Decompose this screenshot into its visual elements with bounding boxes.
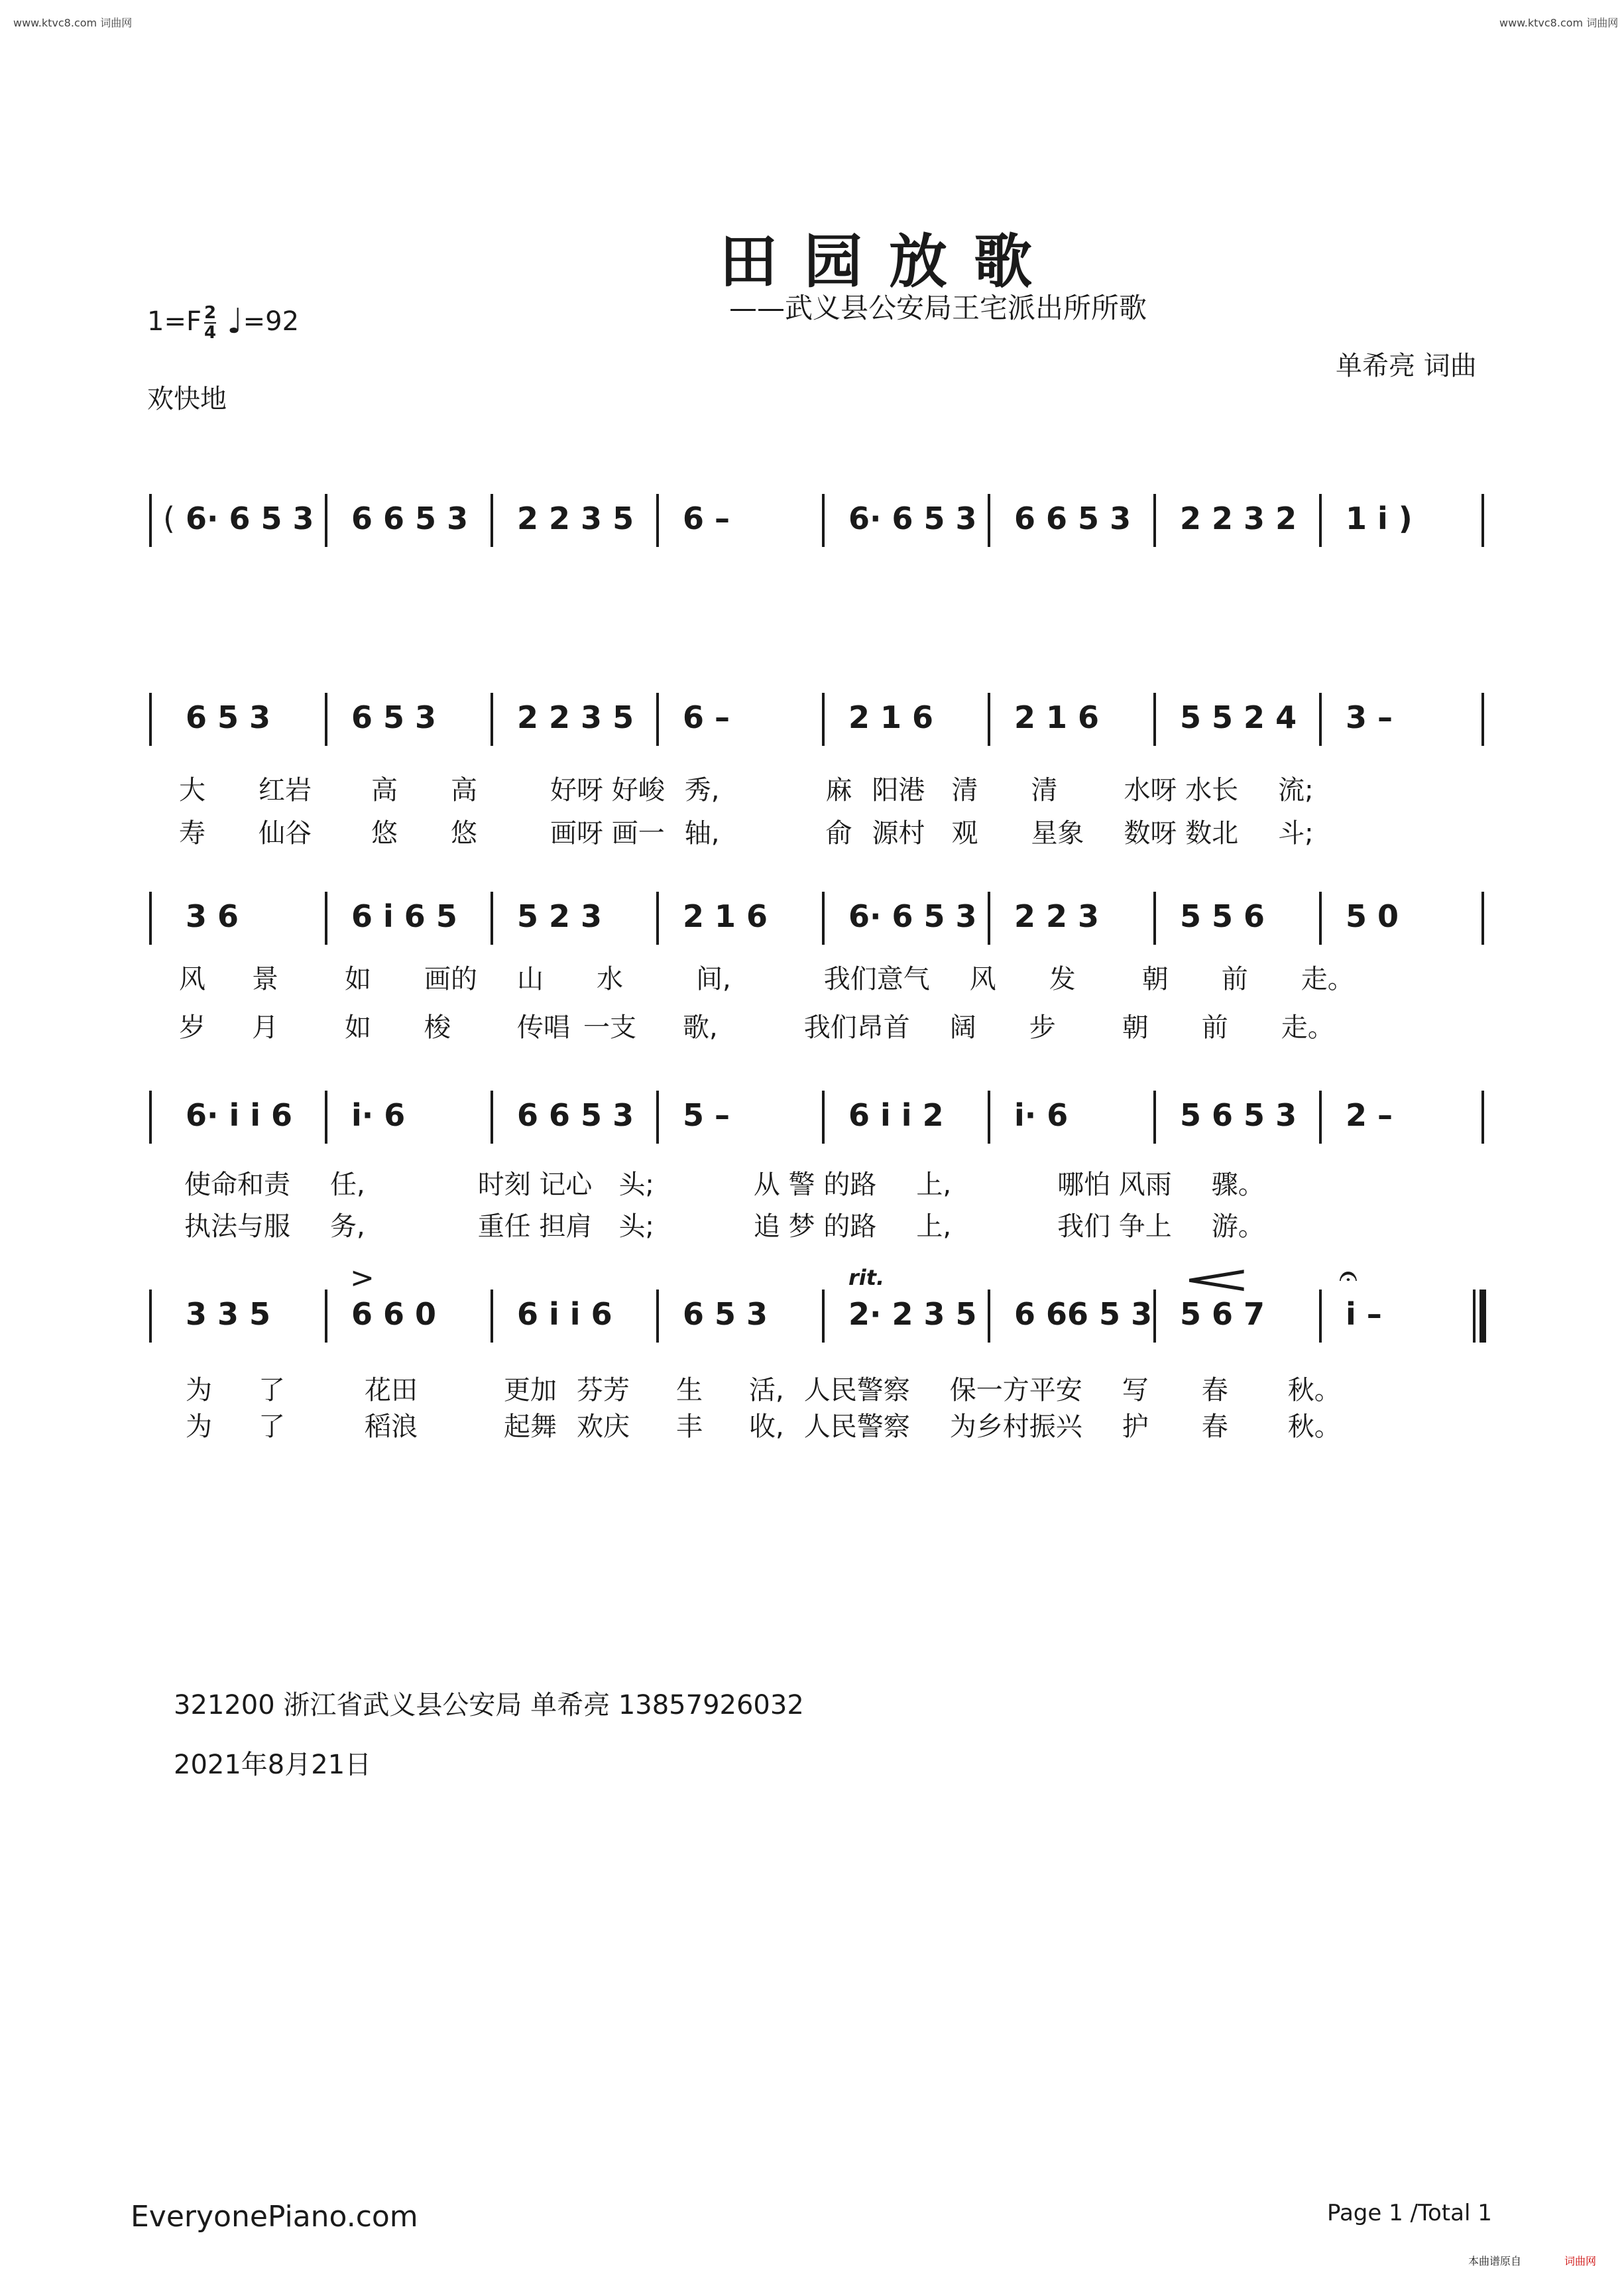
lyric-line — [179, 1006, 1334, 1044]
lyric: 景 — [252, 964, 278, 994]
measure-7: 5 5 2 4 — [1180, 699, 1297, 735]
lyric: 起舞 — [504, 1412, 557, 1442]
lyric: 走。 — [1281, 1012, 1334, 1043]
barline — [149, 1290, 152, 1343]
barline — [149, 494, 152, 547]
lyric: 游。 — [1211, 1211, 1265, 1242]
barline — [988, 1091, 990, 1144]
barline — [656, 1091, 659, 1144]
lyric: 间, — [696, 964, 731, 994]
lyric: 上, — [916, 1211, 952, 1242]
lyric: 斗; — [1278, 818, 1314, 849]
footer-page: Page 1 /Total 1 — [1327, 2200, 1492, 2226]
lyric: 执法与服 — [184, 1211, 290, 1242]
lyric: 好呀 好峻 — [550, 775, 665, 806]
lyric: 寿 — [179, 818, 205, 849]
measure-6: 6 6 5 3 — [1014, 501, 1131, 536]
measure-4: 5 – — [683, 1097, 730, 1133]
measure-3: 6 i i 6 — [517, 1296, 612, 1332]
music-row-4 — [0, 1091, 1624, 1170]
lyric: 风 — [179, 964, 205, 994]
lyric: 数呀 数北 — [1124, 818, 1239, 849]
barline — [1153, 1290, 1156, 1343]
measure-1: 3 3 5 — [186, 1296, 271, 1332]
lyric: 观 — [951, 818, 978, 849]
page-subtitle: ——武义县公安局王宅派出所所歌 — [729, 292, 1147, 324]
lyric: 写 — [1122, 1375, 1149, 1406]
measure-7: 5 5 6 — [1180, 898, 1265, 934]
barline — [988, 892, 990, 945]
measure-8: 5 0 — [1346, 898, 1399, 934]
lyric: 秀, — [684, 775, 720, 806]
lyric: 高 — [371, 775, 398, 806]
header-site-left: www.ktvc8.com 词曲网 — [13, 17, 133, 29]
lyric: 我们昂首 — [803, 1012, 910, 1043]
measure-6: 6 66 5 3 — [1014, 1296, 1153, 1332]
lyric: 骤。 — [1211, 1170, 1265, 1200]
lyric: 梭 — [424, 1012, 451, 1043]
lyric: 秋。 — [1287, 1375, 1341, 1406]
lyric-line — [184, 1164, 1265, 1201]
measure-3: 2 2 3 5 — [517, 699, 634, 735]
measure-7: 5 6 5 3 — [1180, 1097, 1297, 1133]
lyric: 为 — [186, 1412, 212, 1442]
quarter-note-icon: ♩ — [227, 302, 243, 341]
measure-6: i· 6 — [1014, 1097, 1069, 1133]
lyric: 大 — [179, 775, 205, 806]
measure-1: 6· 6 5 3 — [186, 501, 314, 536]
date-text: 2021年8月21日 — [174, 1750, 372, 1780]
measure-5: 6· 6 5 3 — [848, 898, 977, 934]
repeat-open: ( — [163, 501, 175, 536]
lyric: 芬芳 — [577, 1375, 630, 1406]
measure-5: 2 1 6 — [848, 699, 934, 735]
measure-8: i – — [1346, 1296, 1382, 1332]
lyric: 头; — [618, 1170, 654, 1200]
barline — [1319, 1091, 1322, 1144]
barline — [1153, 1091, 1156, 1144]
barline — [491, 1290, 493, 1343]
barline — [1319, 892, 1322, 945]
lyric: 保一方平安 — [949, 1375, 1082, 1406]
lyric: 为 — [186, 1375, 212, 1406]
time-signature — [204, 304, 216, 342]
lyric: 丰 — [676, 1412, 703, 1442]
lyric: 麻 — [825, 775, 852, 806]
lyric: 走。 — [1301, 964, 1354, 994]
measure-7: 2 2 3 2 — [1180, 501, 1297, 536]
page-title: 田园放歌 — [719, 227, 1059, 296]
lyric: 我们意气 — [823, 964, 930, 994]
measure-7: 5 6 7 — [1180, 1296, 1265, 1332]
barline — [149, 693, 152, 746]
music-row-5 — [0, 1290, 1624, 1369]
barline — [822, 693, 825, 746]
measure-8: 2 – — [1346, 1097, 1393, 1133]
barline — [1153, 892, 1156, 945]
time-denominator: 4 — [203, 323, 217, 343]
lyric: 头; — [618, 1211, 654, 1242]
lyric: 活, — [749, 1375, 784, 1406]
measure-2: 6 6 5 3 — [351, 501, 469, 536]
measure-5: 6 i i 2 — [848, 1097, 944, 1133]
measure-8: 1 i ) — [1346, 501, 1413, 536]
lyric: 任, — [330, 1170, 365, 1200]
barline — [1319, 1290, 1322, 1343]
lyric-line — [186, 1369, 1341, 1407]
tempo-marking: 欢快地 — [147, 384, 227, 414]
lyric: 传唱 — [517, 1012, 570, 1043]
barline — [149, 1091, 152, 1144]
lyric: 阳港 — [872, 775, 925, 806]
lyric-line — [186, 1406, 1341, 1443]
tempo-value: =92 — [243, 306, 300, 337]
lyric: 如 — [345, 964, 371, 994]
barline — [491, 1091, 493, 1144]
measure-2: 6 6 0 — [351, 1296, 437, 1332]
lyric: 一支 — [583, 1012, 636, 1043]
lyric: 春 — [1201, 1412, 1228, 1442]
measure-1: 3 6 — [186, 898, 239, 934]
lyric: 务, — [330, 1211, 365, 1242]
barline — [491, 494, 493, 547]
lyric: 星象 — [1031, 818, 1084, 849]
key-signature — [147, 302, 299, 342]
music-row-2 — [0, 693, 1624, 772]
barline — [988, 1290, 990, 1343]
lyric-line — [184, 1205, 1265, 1243]
header-site-right: www.ktvc8.com 词曲网 — [1499, 17, 1619, 29]
lyric: 水呀 水长 — [1124, 775, 1239, 806]
measure-2: 6 i 6 5 — [351, 898, 457, 934]
lyric: 发 — [1049, 964, 1076, 994]
barline — [1481, 494, 1484, 547]
key-prefix: 1=F — [147, 306, 202, 337]
measure-3: 5 2 3 — [517, 898, 603, 934]
barline — [149, 892, 152, 945]
lyric: 人民警察 — [803, 1375, 910, 1406]
measure-1: 6 5 3 — [186, 699, 271, 735]
fermata-icon: 𝄐 — [1339, 1256, 1358, 1295]
barline — [1481, 1091, 1484, 1144]
lyric: 从 警 的路 — [753, 1170, 877, 1200]
final-barline — [1479, 1290, 1486, 1343]
lyric: 水 — [597, 964, 623, 994]
measure-3: 6 6 5 3 — [517, 1097, 634, 1133]
lyric: 悠 — [371, 818, 398, 849]
lyric: 使命和责 — [184, 1170, 290, 1200]
measure-1: 6· i i 6 — [186, 1097, 293, 1133]
barline — [325, 693, 327, 746]
lyric: 画呀 画一 — [550, 818, 665, 849]
barline — [325, 1290, 327, 1343]
lyric: 花田 — [365, 1375, 418, 1406]
barline — [1319, 494, 1322, 547]
measure-8: 3 – — [1346, 699, 1393, 735]
time-numerator: 2 — [203, 303, 217, 323]
measure-6: 2 1 6 — [1014, 699, 1100, 735]
lyric: 生 — [676, 1375, 703, 1406]
lyric-line — [179, 958, 1354, 996]
measure-4: 6 – — [683, 699, 730, 735]
lyric: 悠 — [451, 818, 477, 849]
barline — [1481, 693, 1484, 746]
lyric: 欢庆 — [577, 1412, 630, 1442]
barline — [1153, 693, 1156, 746]
lyric: 收, — [749, 1412, 784, 1442]
lyric: 月 — [252, 1012, 278, 1043]
barline — [325, 892, 327, 945]
lyric: 流; — [1278, 775, 1314, 806]
lyric: 岁 — [179, 1012, 205, 1043]
footer-site: EveryonePiano.com — [131, 2200, 418, 2234]
lyric: 朝 — [1141, 964, 1169, 994]
lyric-line — [179, 812, 1314, 850]
barline — [656, 693, 659, 746]
music-row-1 — [0, 494, 1624, 573]
composer: 单希亮 词曲 — [1336, 351, 1477, 381]
barline — [988, 693, 990, 746]
barline — [491, 892, 493, 945]
lyric: 高 — [451, 775, 477, 806]
barline — [988, 494, 990, 547]
barline — [325, 494, 327, 547]
lyric: 护 — [1122, 1412, 1149, 1442]
footer-brand: 词曲网 — [1564, 2255, 1597, 2267]
contact-info: 321200 浙江省武义县公安局 单希亮 13857926032 — [174, 1690, 804, 1720]
lyric: 山 — [517, 964, 544, 994]
lyric: 源村 — [872, 818, 925, 849]
lyric: 前 — [1201, 1012, 1228, 1043]
lyric: 追 梦 的路 — [753, 1211, 877, 1242]
barline — [1473, 1290, 1476, 1343]
barline — [822, 494, 825, 547]
lyric: 清 — [951, 775, 978, 806]
lyric: 时刻 记心 — [477, 1170, 593, 1200]
crescendo-mark: < — [1180, 1256, 1253, 1303]
measure-5: 2· 2 3 5 — [848, 1296, 977, 1332]
barline — [491, 693, 493, 746]
lyric: 春 — [1201, 1375, 1228, 1406]
measure-3: 2 2 3 5 — [517, 501, 634, 536]
lyric: 仙谷 — [259, 818, 312, 849]
lyric: 稻浪 — [365, 1412, 418, 1442]
lyric: 为乡村振兴 — [949, 1412, 1082, 1442]
measure-4: 2 1 6 — [683, 898, 768, 934]
lyric: 了 — [259, 1412, 285, 1442]
lyric: 更加 — [504, 1375, 557, 1406]
barline — [1319, 693, 1322, 746]
lyric: 步 — [1029, 1012, 1056, 1043]
lyric: 我们 争上 — [1057, 1211, 1172, 1242]
measure-2: 6 5 3 — [351, 699, 437, 735]
lyric-line — [179, 769, 1314, 807]
footer-source: 本曲谱原自 — [1468, 2255, 1522, 2267]
barline — [325, 1091, 327, 1144]
lyric: 哪怕 风雨 — [1057, 1170, 1172, 1200]
lyric: 俞 — [825, 818, 852, 849]
lyric: 歌, — [683, 1012, 718, 1043]
measure-2: i· 6 — [351, 1097, 406, 1133]
lyric: 朝 — [1122, 1012, 1149, 1043]
lyric: 红岩 — [259, 775, 312, 806]
barline — [656, 494, 659, 547]
lyric: 轴, — [684, 818, 720, 849]
barline — [1481, 892, 1484, 945]
accent-mark: > — [350, 1261, 375, 1295]
measure-6: 2 2 3 — [1014, 898, 1100, 934]
lyric: 重任 担肩 — [477, 1211, 593, 1242]
lyric: 前 — [1221, 964, 1248, 994]
barline — [822, 1091, 825, 1144]
lyric: 上, — [916, 1170, 952, 1200]
barline — [1153, 494, 1156, 547]
lyric: 清 — [1031, 775, 1058, 806]
barline — [822, 892, 825, 945]
barline — [822, 1290, 825, 1343]
lyric: 阔 — [949, 1012, 976, 1043]
lyric: 如 — [345, 1012, 371, 1043]
lyric: 画的 — [424, 964, 477, 994]
lyric: 了 — [259, 1375, 285, 1406]
lyric: 风 — [969, 964, 996, 994]
lyric: 人民警察 — [803, 1412, 910, 1442]
ritardando-mark: rit. — [848, 1265, 885, 1290]
measure-5: 6· 6 5 3 — [848, 501, 977, 536]
barline — [656, 892, 659, 945]
lyric: 秋。 — [1287, 1412, 1341, 1442]
barline — [656, 1290, 659, 1343]
measure-4: 6 – — [683, 501, 730, 536]
measure-4: 6 5 3 — [683, 1296, 768, 1332]
